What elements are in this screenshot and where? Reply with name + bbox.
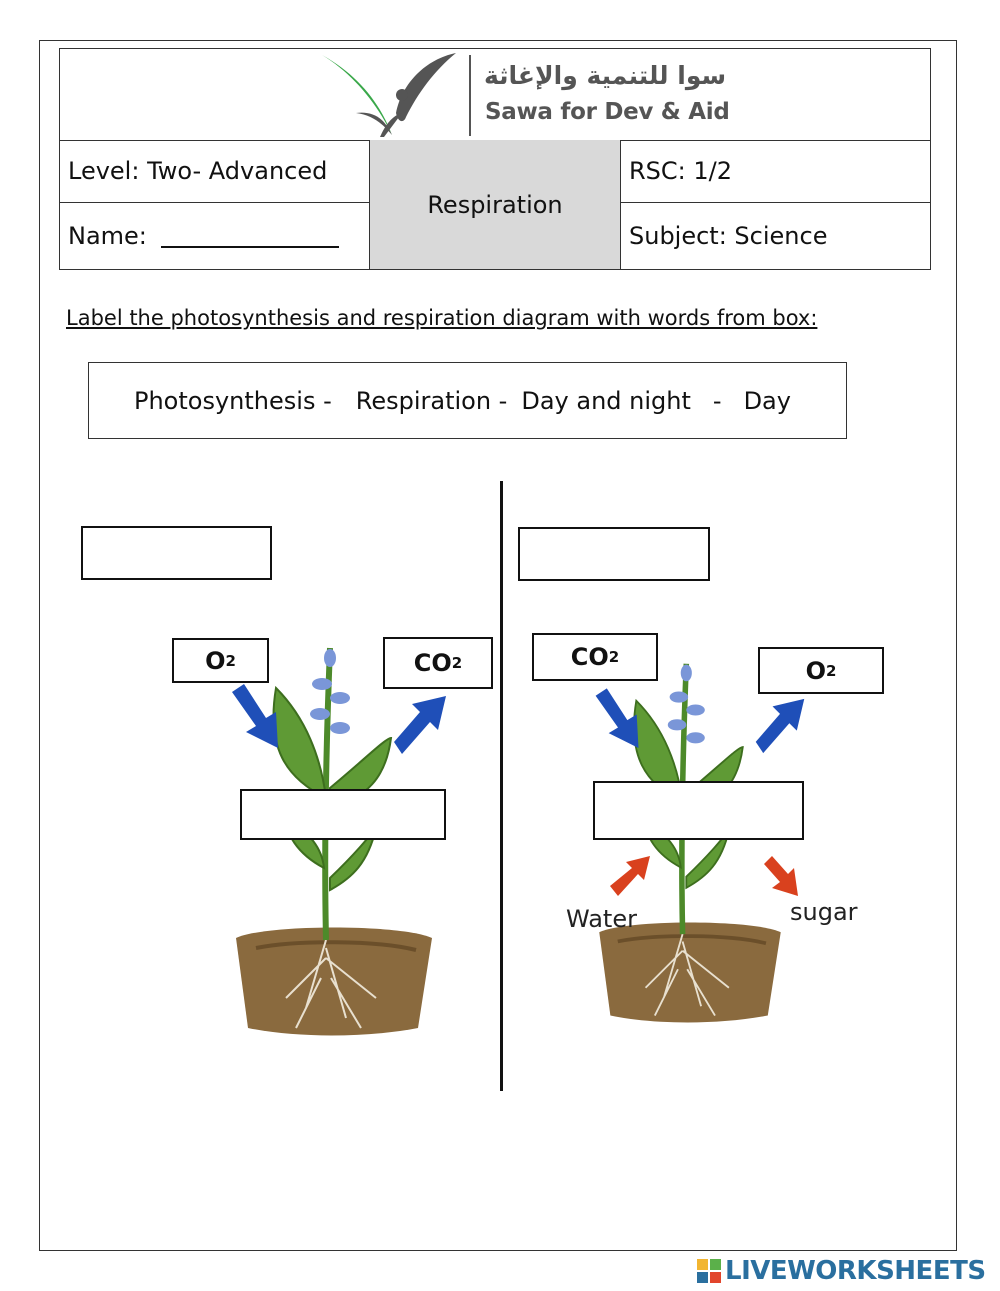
left-gas-out-subscript: 2 bbox=[451, 654, 463, 672]
word-day-and-night: Day and night bbox=[521, 386, 691, 415]
sugar-label: sugar bbox=[790, 898, 858, 926]
left-title-answer-box[interactable] bbox=[81, 526, 272, 580]
right-title-answer-box[interactable] bbox=[518, 527, 710, 581]
right-gas-out-subscript: 2 bbox=[825, 661, 837, 680]
right-arrow-out-icon bbox=[752, 696, 808, 756]
word-separator: - bbox=[712, 386, 722, 415]
liveworksheets-logo-icon bbox=[697, 1259, 721, 1283]
liveworksheets-footer bbox=[697, 1256, 986, 1286]
rsc-cell: RSC: 1/2 bbox=[621, 140, 930, 203]
sawa-logo-icon bbox=[322, 53, 458, 137]
word-photosynthesis: Photosynthesis - bbox=[134, 386, 332, 415]
right-gas-out-label: O bbox=[805, 656, 826, 685]
left-process-answer-box[interactable] bbox=[240, 789, 446, 840]
word-day: Day bbox=[743, 386, 791, 415]
org-arabic-name: سوا للتنمية والإغاثة bbox=[484, 61, 727, 90]
level-cell: Level: Two- Advanced bbox=[60, 140, 370, 203]
water-arrow-icon bbox=[608, 856, 652, 896]
right-process-answer-box[interactable] bbox=[593, 781, 804, 840]
name-label: Name: bbox=[68, 222, 147, 250]
subject-cell: Subject: Science bbox=[629, 222, 828, 250]
left-gas-out-label: CO bbox=[413, 649, 452, 677]
instruction-text: Label the photosynthesis and respiration diagram with words from box: bbox=[66, 306, 818, 330]
liveworksheets-brand: LIVEWORKSHEETS bbox=[725, 1256, 986, 1286]
word-respiration: Respiration - bbox=[355, 386, 508, 415]
water-label: Water bbox=[566, 905, 637, 933]
org-english-name: Sawa for Dev & Aid bbox=[485, 99, 730, 125]
left-arrow-out-icon bbox=[390, 694, 450, 756]
name-blank-line[interactable] bbox=[161, 224, 339, 248]
worksheet-title: Respiration bbox=[370, 140, 621, 269]
sugar-arrow-icon bbox=[760, 856, 800, 898]
diagram-divider bbox=[500, 481, 503, 1091]
logo-divider bbox=[469, 55, 471, 136]
logo-row bbox=[60, 49, 930, 141]
left-arrow-in-icon bbox=[226, 684, 286, 754]
worksheet-header bbox=[59, 48, 931, 270]
word-bank bbox=[88, 362, 847, 439]
right-gas-in-label: CO bbox=[570, 643, 609, 671]
left-gas-in-subscript: 2 bbox=[225, 651, 236, 670]
right-arrow-in-icon bbox=[590, 688, 646, 754]
right-gas-in-subscript: 2 bbox=[608, 648, 620, 666]
left-gas-in-label: O bbox=[205, 646, 226, 675]
name-cell bbox=[60, 203, 370, 269]
